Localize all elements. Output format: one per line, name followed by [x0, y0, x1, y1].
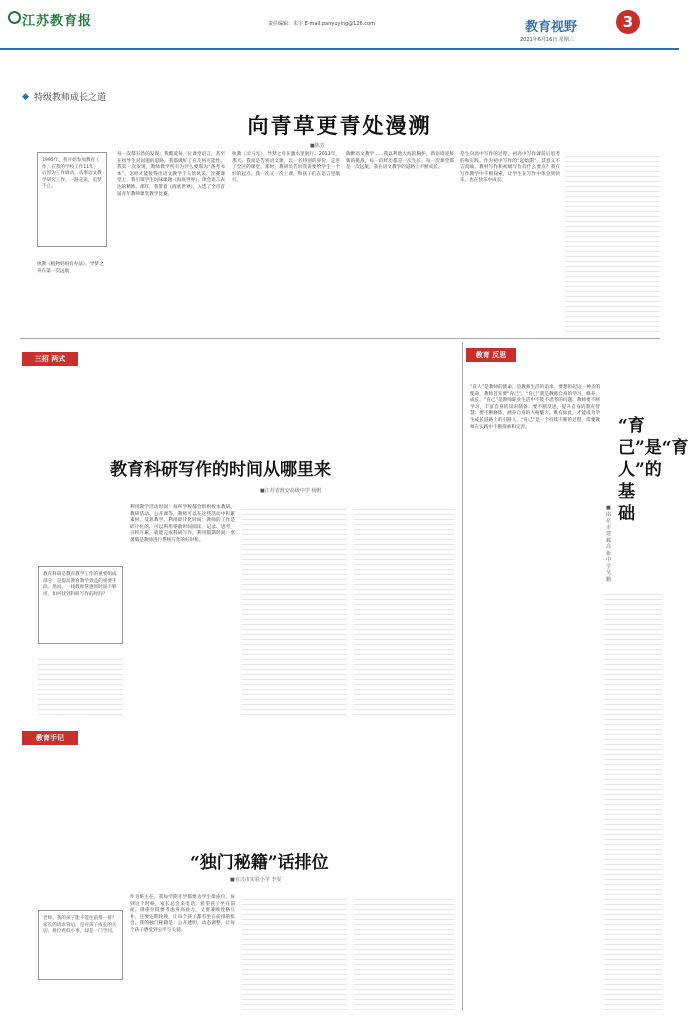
article1-author: ■陈芳	[310, 143, 325, 149]
article4-title: “育己”是“育人”的基础	[618, 416, 689, 524]
article1-summary-box: 1995年，我开始参加教育工作，在我的学校工作11年，后因为工作调动，从事语文教学研究工作，一路走来，追梦不止。	[37, 152, 107, 247]
article4-label: 教育 反思	[466, 348, 516, 362]
column-divider	[462, 343, 463, 1011]
article3-summary-box: 老师，我的孩子能不能往前排一排？家长的请求背后，是对孩子成长的关切。排位看似小事，却是一门学问。	[38, 910, 123, 980]
article1-column-2: 执教《司马光》，导梦之舟在激水里航行。2013年，那天，我真是告别语文课，以一名特别的身份，走进了全区的课堂。那时，教研员告诉我说要给学生一个好的起点。我一次又一次上课，和孩子们在语言里航行。	[232, 152, 340, 184]
article4-column-2	[604, 590, 662, 1010]
article2-author: ■江苏省淮安高级中学 杨帆	[260, 488, 322, 494]
article2-title: 教育科研写作的时间从哪里来	[110, 460, 331, 480]
section-title: 教育视野	[525, 20, 578, 35]
article3-label: 教育手记	[22, 731, 78, 745]
article2-summary-box: 教育科研是教育教学工作的重要组成部分，是提高教育教学效益的重要手段。然而，一线教师常感到时间不够用。如何找到科研写作的时间？	[38, 566, 123, 644]
article3-column-3	[354, 895, 454, 1013]
article3-title: “独门秘籍”话排位	[190, 853, 329, 873]
article3-author: ■宜兴市实验小学 李雯	[230, 877, 282, 883]
newspaper-logo: 江苏教育报	[22, 14, 93, 29]
article1-column-5	[565, 152, 660, 332]
article1-column-4: 是生向高中写作的过程，初高中写作课前后思考的和实践。作为初中写作的“起始期”，其意义不言而喻。教材写作和初级写作有什么要点？我在写作教学中不断探索，让学生在写作中体会到快乐，也在快乐中成长。	[460, 152, 560, 184]
header-rule	[0, 48, 679, 50]
issue-date: 2021年6月16日 星期三	[520, 37, 574, 43]
article2-column-2	[242, 505, 347, 715]
article1-caption: 执教《植物妈妈有办法》，导梦之舟在第一次远航	[37, 262, 104, 274]
article2-label: 三招 两式	[22, 352, 78, 366]
logo-icon	[8, 11, 21, 24]
editor-line: 责任编辑：朱宇 E-mail:panyuying@126.com	[268, 21, 375, 27]
article2-column-0	[38, 655, 123, 715]
article1-column-3: 陶醉语文教学……我以利他大海的胸怀，新语境迎接新的挑战。每一段经历都是一次生长，每一次课堂都是一次远航，我在语文教学的道路上不断成长。	[346, 152, 454, 171]
article2-body: 利用教学活动时间：每所学校都会组织校本教研、教研活动、公开课等，教师可以在这些活动中积累素材，反思教学。利用碎片化时间：教师的工作是碎片化的，可以利用零散时间阅读、记录、思考，日积月累，就能完成科研写作。利用假期时间：寒暑假是教师进行系统写作的好时机。	[130, 505, 235, 543]
diamond-icon: ◆	[22, 92, 29, 102]
page-number-badge: 3	[616, 10, 640, 34]
article1-title: 向青草更青处漫溯	[247, 113, 432, 138]
article1-column-1: 每一次都有新的发现：我酷爱每一位课堂语言，甚至在指导生对问题的思路，我都做好了在几何可能性。我第一次发现，教师教学所有为什么要那为“备考书本”，怎样才能接得出语文教学个人的风采。比赛课堂上，我引领学生玩味课题《海底世界》，体会语言表达的精妙。那年，我带着《海底世界》，入选了全市首届青年教师课堂教学比赛。	[117, 152, 225, 197]
article4-author: ■南京市建邺高新中学 吴鹏	[606, 505, 612, 583]
article4-body: “育人”是教师的使命，是教师生活的追求。要想担起这一神圣的使命，教师首先要“育己”。“育己”就是教师自身的学习、修养、成长。“育己”是教师职业生活中不能不思考的问题。教师要不断学习，丰富自身的知识储备；要不断反思，提升自身的教育智慧；要不断修炼，涵养自身的人格魅力。唯有如此，才能成为学生成长道路上的引路人。“育己”是一个持续不断的过程，需要教师在实践中不断探索和完善。	[470, 385, 600, 430]
article3-column-2	[242, 895, 347, 1013]
article3-body: 作为班主任，我每学期开学都要为学生排座位。每到这个时候，家长总会来电话，希望孩子坐在前面。排座位既要考虑身高视力，又要兼顾性格互补，还要定期轮换，让每个孩子都有坐在前排的机会。我的独门秘籍是：公开透明，动态调整，让每个孩子感受到公平与关爱。	[130, 895, 235, 933]
column-tag: 特级教师成长之道	[34, 93, 107, 103]
article2-column-3	[354, 505, 454, 715]
section-divider	[20, 338, 660, 339]
